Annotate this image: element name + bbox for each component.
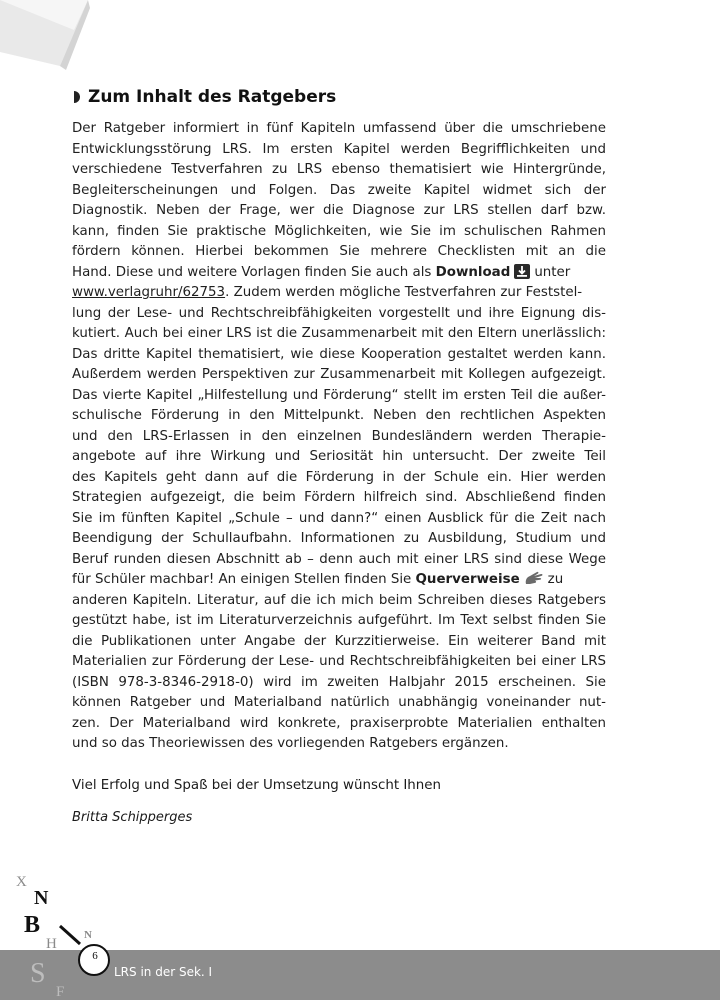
- page-number: 6: [92, 950, 98, 962]
- text-line: (ISBN 978-3-8346-2918-0) wird im zweiten Halbjahr 2015 erscheinen. Sie: [72, 674, 606, 690]
- text-line: Diagnostik. Neben der Frage, wer die Diagnose zur LRS stellen darf bzw.: [72, 203, 606, 218]
- text-line-link: [72, 283, 606, 304]
- text-line: Der Ratgeber informiert in fünf Kapiteln umfassend über die umschriebene: [72, 121, 606, 136]
- logo-letter-n: N: [34, 887, 49, 909]
- text-line: Beendigung der Schullaufbahn. Informationen zu Ausbildung, Studium und: [72, 531, 606, 546]
- text-line: lung der Lese- und Rechtschreibfähigkeiten vorgestellt und ihre Eignung dis-: [72, 305, 606, 321]
- crossref-label: Querverweise: [415, 572, 520, 587]
- footer-title: LRS in der Sek. I: [114, 965, 213, 979]
- text-line: Außerdem werden Perspektiven zur Zusammenarbeit mit Kollegen aufgezeigt.: [72, 367, 606, 382]
- text-line-download: [72, 263, 606, 284]
- text-line: Materialien zur Förderung der Lese- und Rechtschreibfähigkeiten bei einer LRS: [72, 654, 606, 669]
- text-line: fördern können. Hierbei bekommen Sie mehrere Checklisten mit an die: [72, 244, 606, 259]
- page-corner-decoration: [0, 0, 120, 90]
- half-circle-bullet-icon: [72, 90, 82, 104]
- text-line: Strategien aufgezeigt, die beim Fördern hilfreich sind. Abschließend finden: [72, 490, 606, 505]
- text-line: gestützt habe, ist im Literaturverzeichnis aufgeführt. Im Text selbst finden Sie: [72, 613, 606, 628]
- text-line: schulische Förderung in den Mittelpunkt. Neben den rechtlichen Aspekten: [72, 408, 606, 423]
- closing-line: Viel Erfolg und Spaß bei der Umsetzung wünscht Ihnen: [72, 778, 441, 793]
- verlag-link[interactable]: www.verlagruhr/62753: [72, 285, 226, 300]
- logo-letter-b: B: [24, 912, 41, 938]
- text-line: zen. Der Materialband wird konkrete, praxiserprobte Materialien enthalten: [72, 715, 606, 731]
- text-fragment: für Schüler machbar! An einigen Stellen finden Sie: [72, 572, 412, 587]
- text-line: Sie im fünften Kapitel „Schule – und dann?“ einen Ausblick für die Zeit nach: [72, 510, 606, 526]
- pointing-hand-icon: [524, 570, 544, 586]
- text-line: die Publikationen unter Angabe der Kurzzitierweise. Ein weiterer Band mit: [72, 633, 606, 649]
- text-line: und den LRS-Erlassen in den einzelnen Bundesländern werden Therapie-: [72, 428, 606, 444]
- heading-text: Zum Inhalt des Ratgebers: [88, 87, 337, 107]
- text-line: Begleiterscheinungen und Folgen. Das zweite Kapitel widmet sich der: [72, 182, 606, 198]
- download-icon: [514, 264, 530, 279]
- text-line: verschiedene Testverfahren zu LRS ebenso thematisiert wie Hintergründe,: [72, 162, 606, 177]
- section-heading: [72, 87, 336, 107]
- logo-letter-s: S: [30, 958, 46, 989]
- publisher-logo: [10, 868, 130, 1000]
- text-line: kann, finden Sie praktische Möglichkeiten, wie Sie im schulischen Rahmen: [72, 223, 606, 239]
- text-line: Das dritte Kapitel thematisiert, wie diese Kooperation gestaltet werden kann.: [72, 346, 606, 362]
- author-signature: Britta Schipperges: [72, 810, 193, 825]
- text-line: kutiert. Auch bei einer LRS ist die Zusammenarbeit mit den Eltern unerlässlich:: [72, 326, 606, 341]
- body-paragraph: [72, 119, 606, 755]
- logo-letter-n-small: N: [84, 929, 92, 941]
- text-line: können Ratgeber und Materialband natürlich unabhängig voneinander nut-: [72, 695, 606, 710]
- text-line: Beruf runden diesen Abschnitt ab – denn auch mit einer LRS sind diese Wege: [72, 551, 606, 567]
- text-line: angebote auf ihre Wirkung und Seriosität hin untersucht. Der zweite Teil: [72, 449, 606, 464]
- text-line: anderen Kapiteln. Literatur, auf die ich mich beim Schreiben dieses Ratgebers: [72, 592, 606, 608]
- logo-letter-f: F: [56, 984, 65, 1000]
- logo-letter-x: X: [16, 874, 27, 890]
- text-fragment: Hand. Diese und weitere Vorlagen finden Sie auch als: [72, 264, 432, 280]
- text-fragment: unter: [534, 264, 571, 280]
- download-label: Download: [435, 264, 511, 280]
- text-line: Entwicklungsstörung LRS. Im ersten Kapitel werden Begrifflichkeiten und: [72, 141, 606, 157]
- logo-letter-h: H: [46, 936, 57, 952]
- text-line: Das vierte Kapitel „Hilfestellung und Förderung“ stellt im ersten Teil die außer-: [72, 387, 606, 403]
- text-line-last: und so das Theoriewissen des vorliegenden Ratgebers ergänzen.: [72, 736, 509, 751]
- text-line: des Kapitels geht dann auf die Förderung in der Schule ein. Hier werden: [72, 469, 606, 485]
- text-line-crossref: [72, 570, 606, 591]
- text-fragment: zu: [547, 572, 564, 587]
- text-fragment: . Zudem werden mögliche Testverfahren zur Feststel-: [225, 285, 583, 300]
